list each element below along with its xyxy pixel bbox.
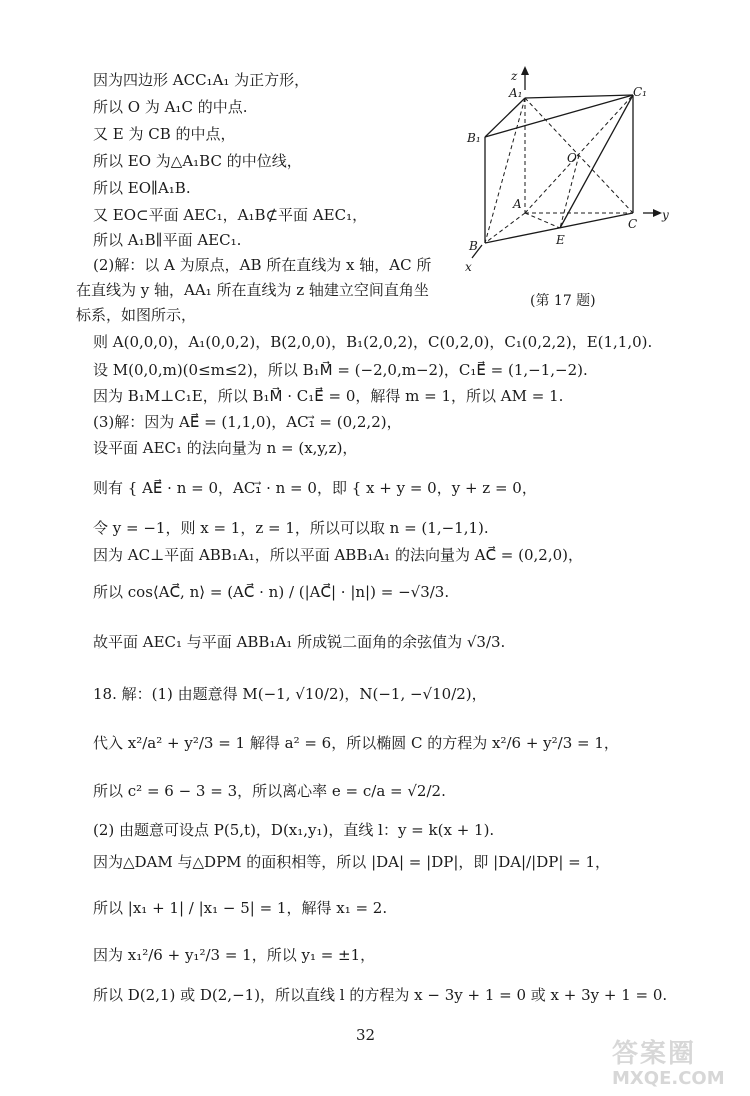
text-line: 则有 { AE⃗ · n = 0，AC₁⃗ · n = 0，即 { x + y = 0，y + z = 0， — [93, 479, 537, 497]
text-line: 所以 |x₁ + 1| / |x₁ − 5| = 1，解得 x₁ = 2. — [93, 899, 388, 917]
text-line: (2)解：以 A 为原点，AB 所在直线为 x 轴，AC 所 — [93, 256, 432, 274]
watermark — [612, 1040, 742, 1092]
text-line: 设 M(0,0,m)(0≤m≤2)，所以 B₁M⃗ = (−2,0,m−2)，C₁E⃗ = (1,−1,−2). — [93, 361, 588, 379]
label-C1: C₁ — [633, 85, 647, 99]
text-line: 所以 EO 为△A₁BC 的中位线， — [93, 152, 302, 170]
watermark-url: MXQE.COM — [612, 1068, 725, 1089]
text-line: 所以 c² = 6 − 3 = 3，所以离心率 e = c/a = √2/2. — [93, 782, 446, 800]
text-line: 则 A(0,0,0)，A₁(0,0,2)，B(2,0,0)，B₁(2,0,2)，C(0,2,0)，C₁(0,2,2)，E(1,1,0). — [93, 333, 653, 351]
text-line: 所以 O 为 A₁C 的中点. — [93, 98, 248, 116]
z-arrow — [521, 66, 529, 75]
label-O: O — [567, 151, 577, 165]
text-line: (3)解：因为 AE⃗ = (1,1,0)，AC₁⃗ = (0,2,2)， — [93, 413, 402, 431]
seg-OE — [560, 155, 579, 228]
text-line: (2) 由题意可设点 P(5,t)，D(x₁,y₁)，直线 l：y = k(x + 1). — [93, 821, 495, 839]
edge-A1C1 — [525, 95, 633, 98]
text-line: 又 EO⊂平面 AEC₁，A₁B⊄平面 AEC₁， — [93, 206, 368, 224]
text-line: 因为四边形 ACC₁A₁ 为正方形， — [93, 71, 310, 89]
text-line: 所以 EO∥A₁B. — [93, 179, 191, 197]
prism-diagram — [455, 62, 680, 277]
text-line: 因为△DAM 与△DPM 的面积相等，所以 |DA| = |DP|，即 |DA|/|DP| = 1， — [93, 853, 611, 871]
y-arrow — [653, 209, 662, 217]
text-line: 因为 B₁M⊥C₁E，所以 B₁M⃗ · C₁E⃗ = 0，解得 m = 1，所以 AM = 1. — [93, 387, 564, 405]
label-B1: B₁ — [467, 131, 481, 145]
prism-figure — [455, 62, 680, 277]
text-line: 18. 解：(1) 由题意得 M(−1, √10/2)，N(−1, −√10/2)， — [93, 685, 487, 703]
label-A1: A₁ — [509, 86, 523, 100]
label-z: z — [511, 69, 518, 83]
page-number: 32 — [356, 1026, 376, 1044]
text-line: 所以 cos⟨AC⃗, n⟩ = (AC⃗ · n) / (|AC⃗| · |n|) = −√3/3. — [93, 583, 450, 601]
text-line: 又 E 为 CB 的中点， — [93, 125, 236, 143]
label-A: A — [513, 197, 522, 211]
text-line: 在直线为 y 轴，AA₁ 所在直线为 z 轴建立空间直角坐 — [76, 281, 429, 299]
text-line: 令 y = −1，则 x = 1，z = 1，所以可以取 n = (1,−1,1). — [93, 519, 489, 537]
text-line: 故平面 AEC₁ 与平面 ABB₁A₁ 所成锐二面角的余弦值为 √3/3. — [93, 633, 506, 651]
diag-A1B — [485, 98, 525, 243]
seg-AE — [525, 213, 560, 228]
label-C: C — [628, 217, 638, 231]
label-y: y — [662, 208, 669, 222]
text-line: 所以 D(2,1) 或 D(2,−1)，所以直线 l 的方程为 x − 3y + 1 = 0 或 x + 3y + 1 = 0. — [93, 986, 668, 1004]
text-line: 设平面 AEC₁ 的法向量为 n = (x,y,z)， — [93, 439, 358, 457]
text-line: 标系，如图所示， — [76, 306, 197, 324]
figure-caption: (第 17 题) — [530, 293, 596, 309]
watermark-logo: 答案圈 — [612, 1039, 697, 1069]
text-line: 所以 A₁B∥平面 AEC₁. — [93, 231, 242, 249]
text-line: 因为 AC⊥平面 ABB₁A₁，所以平面 ABB₁A₁ 的法向量为 AC⃗ = (0,2,0)， — [93, 546, 584, 564]
label-B: B — [469, 239, 478, 253]
text-line: 因为 x₁²/6 + y₁²/3 = 1，所以 y₁ = ±1， — [93, 946, 376, 964]
label-x: x — [465, 260, 472, 274]
text-line: 代入 x²/a² + y²/3 = 1 解得 a² = 6，所以椭圆 C 的方程为 x²/6 + y²/3 = 1， — [93, 734, 619, 752]
label-E: E — [556, 233, 565, 247]
